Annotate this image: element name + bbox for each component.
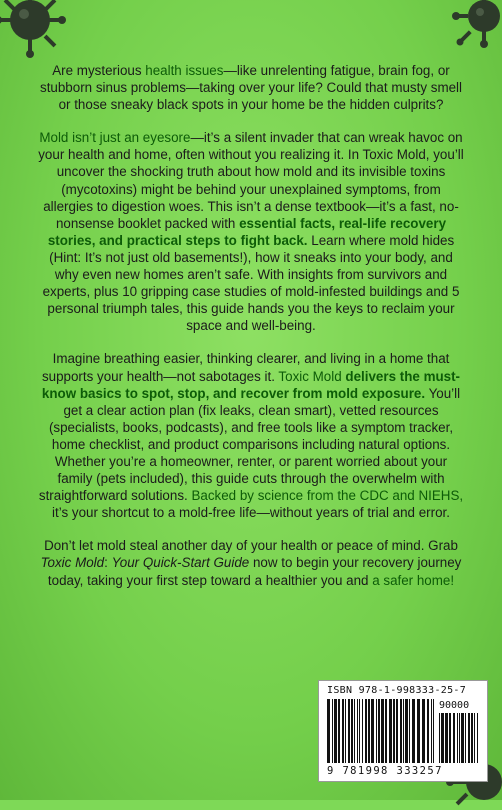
barcode-bar — [422, 699, 425, 763]
text-span: now to begin your recovery journey today, taking your first step toward a healthier you and — [47, 555, 462, 588]
barcode-bar — [368, 699, 370, 763]
highlight-text: delivers the must-know basics to spot, stop, and recover from mold exposure. — [41, 368, 461, 401]
highlight-text: health issues — [145, 63, 224, 78]
barcode-bar — [338, 699, 340, 763]
barcode-bar — [357, 699, 358, 763]
barcode-bar — [427, 699, 429, 763]
barcode-bar — [453, 713, 455, 763]
barcode-bar — [449, 713, 451, 763]
barcode-bar — [393, 699, 395, 763]
barcode-bar — [359, 699, 360, 763]
barcode-bar — [354, 699, 355, 763]
barcode-bar — [477, 713, 478, 763]
barcode-bar — [431, 699, 432, 763]
barcode-bar — [376, 699, 377, 763]
barcode-bar — [334, 699, 337, 763]
barcode-bar — [412, 699, 415, 763]
barcode-bar — [457, 713, 458, 763]
benefits-paragraph — [36, 350, 466, 521]
barcode-bar — [474, 713, 475, 763]
highlight-text: Toxic Mold — [278, 368, 342, 384]
barcode-bar — [332, 699, 333, 763]
text-span: Imagine breathing easier, thinking clearer, and living in a home that supports your health—not sabotages it. — [41, 351, 450, 384]
barcode-bar — [385, 699, 387, 763]
barcode-bar — [362, 699, 363, 763]
barcode-bars — [327, 699, 435, 763]
barcode-bar — [351, 699, 353, 763]
barcode-bar — [409, 699, 410, 763]
barcode-bar — [433, 699, 434, 763]
barcode-bar — [365, 699, 367, 763]
virus-icon — [0, 0, 80, 66]
text-span: —it’s a silent invader that can wreak havoc on your health and home, often without you realizing it. In Toxic Mold, you’ll uncover the shocking truth about how mold and its invisible toxins (mycotoxins) might be behind your unexplained symptoms, from allergies to digestion woes. This isn’t a dense textbook—it’s a fast, no-nonsense booklet packed with — [38, 130, 464, 231]
barcode-bar — [371, 699, 374, 763]
text-span: You’ll get a clear action plan (fix leaks, clean smart), vetted resources (specialists, books, podcasts), and free tools like a symptom tracker, home checklist, and product comparisons including natural options. Whether you’re a homeowner, renter, or parent worried about your family (pets included), this guide cuts through the overwhelm with straightforward solutions. — [38, 385, 461, 504]
barcode-bar — [400, 699, 402, 763]
isbn-barcode — [318, 680, 488, 782]
barcode-bar — [461, 713, 464, 763]
barcode-bar — [348, 699, 350, 763]
description-paragraph — [36, 129, 466, 334]
text-span: Are mysterious — [52, 63, 146, 78]
price-code: 90000 — [439, 700, 470, 711]
barcode-bar — [345, 699, 346, 763]
isbn-label: ISBN 978-1-998333-25-7 — [327, 685, 467, 696]
barcode-bar — [389, 699, 392, 763]
text-span: : — [104, 555, 112, 571]
intro-paragraph — [36, 62, 466, 113]
book-title: Toxic Mold — [40, 555, 105, 571]
barcode-bar — [327, 699, 330, 763]
barcode-bar — [396, 699, 398, 763]
call-to-action-paragraph — [36, 537, 466, 588]
highlight-text: a safer home! — [372, 572, 455, 588]
highlight-text: Mold isn’t just an eyesore — [39, 130, 191, 146]
barcode-bar — [378, 699, 380, 763]
barcode-bar — [439, 713, 440, 763]
barcode-bar — [403, 699, 404, 763]
barcode-bar — [441, 713, 444, 763]
barcode-bar — [465, 713, 466, 763]
highlight-text: essential facts, real-life recovery stories, and practical steps to fight back. — [47, 215, 447, 248]
text-span: Learn where mold hides (Hint: It’s not just old basements!), how it sneaks into your body, and why even new homes aren’t safe. With insights from survivors and experts, plus 10 gripping case studies of mold-infested buildings and 5 personal triumph tales, this guide hands you the keys to reclaim your space and well-being. — [42, 232, 460, 334]
barcode-bar — [468, 713, 470, 763]
barcode-bar — [459, 713, 460, 763]
text-span: Don’t let mold steal another day of your health or peace of mind. Grab — [44, 538, 458, 554]
text-span: —like unrelenting fatigue, brain fog, or stubborn sinus problems—taking over your life? Could that musty smell or those sneaky black spots in your home be the hidden culprits? — [40, 63, 462, 113]
barcode-bar — [445, 713, 448, 763]
highlight-text: Backed by science from the CDC and NIEHS, — [191, 488, 464, 504]
barcode-bar — [405, 699, 408, 763]
barcode-bar — [471, 713, 473, 763]
virus-icon — [440, 0, 502, 54]
isbn-number: 9 781998 333257 — [327, 765, 443, 777]
barcode-bar — [342, 699, 344, 763]
book-subtitle: Your Quick-Start Guide — [111, 555, 250, 571]
text-span: it’s your shortcut to a mold-free life—without years of trial and error. — [52, 505, 450, 521]
back-cover-text — [36, 62, 466, 605]
barcode-bar — [417, 699, 420, 763]
barcode-bar — [381, 699, 384, 763]
price-barcode-bars — [439, 713, 479, 763]
